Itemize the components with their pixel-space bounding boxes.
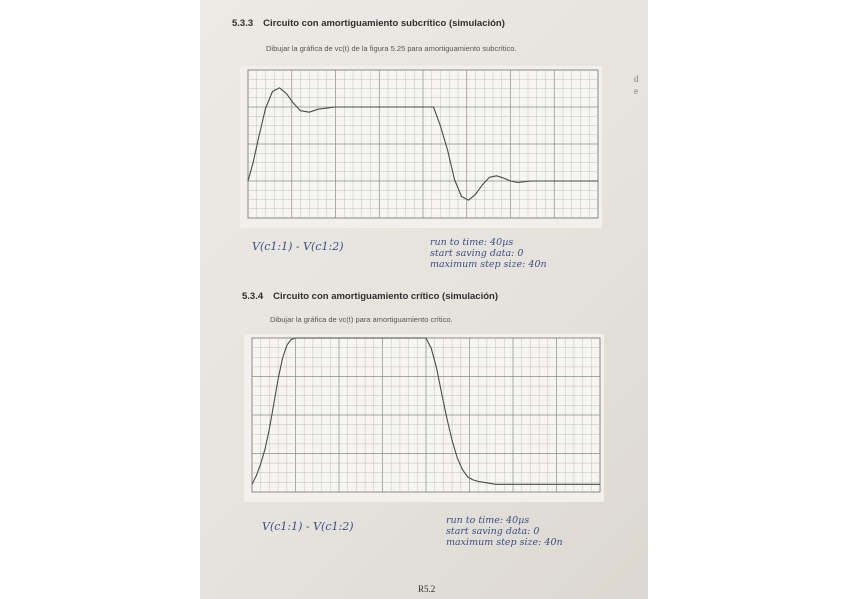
section-title: Circuito con amortiguamiento subcrítico (simulación) bbox=[263, 18, 505, 29]
handwritten-note: maximum step size: 40n bbox=[430, 259, 547, 270]
handwritten-note: maximum step size: 40n bbox=[446, 537, 563, 548]
plot-canvas bbox=[244, 334, 604, 502]
handwritten-expression: V(c1:1) - V(c1:2) bbox=[262, 520, 354, 533]
section-instruction: Dibujar la gráfica de vc(t) de la figura 5.25 para amortiguamiento subcrítico. bbox=[266, 44, 517, 53]
handwritten-note: run to time: 40µs bbox=[446, 515, 530, 526]
simulation-plot-critical bbox=[244, 334, 604, 502]
handwritten-note: start saving data: 0 bbox=[430, 248, 524, 259]
section-heading bbox=[242, 291, 498, 302]
section-number: 5.3.3 bbox=[232, 18, 254, 29]
margin-mark: e bbox=[634, 86, 638, 96]
page-number: R5.2 bbox=[418, 584, 436, 594]
section-instruction: Dibujar la gráfica de vc(t) para amortiguamiento crítico. bbox=[270, 315, 453, 324]
section-number: 5.3.4 bbox=[242, 291, 264, 302]
document-page bbox=[200, 0, 648, 599]
handwritten-expression: V(c1:1) - V(c1:2) bbox=[252, 240, 344, 253]
plot-canvas bbox=[240, 66, 602, 228]
margin-mark: d bbox=[634, 74, 639, 84]
handwritten-sim-settings bbox=[446, 515, 563, 548]
handwritten-sim-settings bbox=[430, 237, 547, 270]
handwritten-note: run to time: 40µs bbox=[430, 237, 514, 248]
section-heading bbox=[232, 18, 505, 29]
handwritten-note: start saving data: 0 bbox=[446, 526, 540, 537]
section-title: Circuito con amortiguamiento crítico (simulación) bbox=[273, 291, 499, 302]
simulation-plot-underdamped bbox=[240, 66, 602, 228]
